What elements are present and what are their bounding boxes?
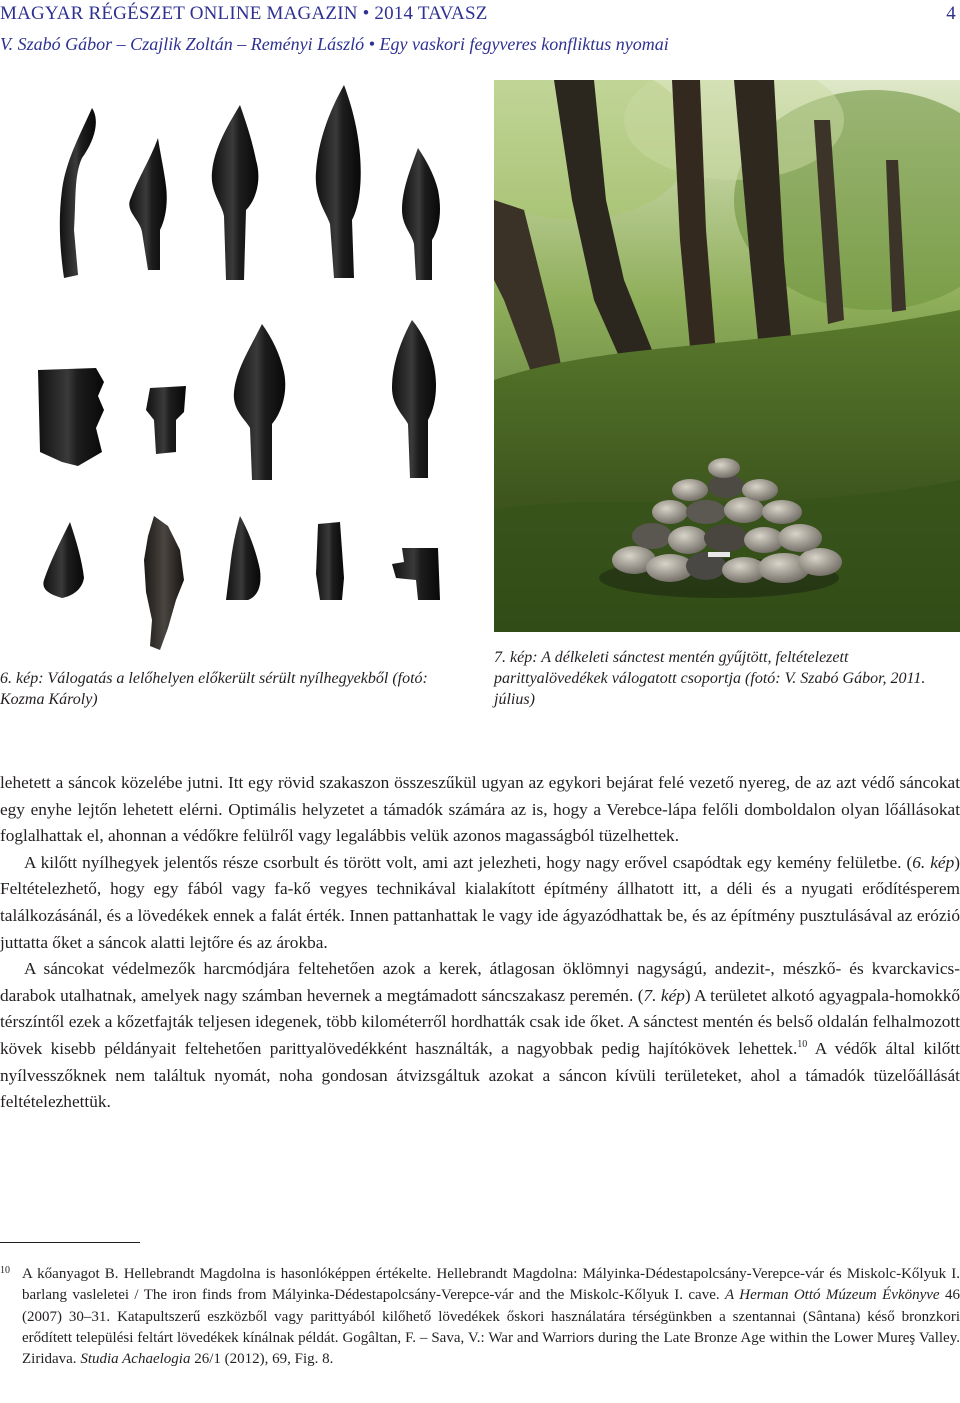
magazine-title: MAGYAR RÉGÉSZET ONLINE MAGAZIN • 2014 TAVASZ bbox=[0, 3, 488, 24]
page-number: 4 bbox=[946, 3, 956, 24]
article-body bbox=[0, 770, 960, 1116]
arrowhead-2 bbox=[129, 138, 166, 270]
paragraph-1: lehetett a sáncok közelébe jutni. Itt egy rövid szakaszon összeszűkül ugyan az egykori bejárat felé vezető nyereg, de az azt védő sáncokat egy enyhe lejtőn lehetett elérni. Optimális helyzetet a támadók számára az is, hogy a Verebce-lápa felőli domboldalon olyan lőállásokat foglalhattak el, ahonnan a védőkre felülről vagy legalábbis velük azonos magasságból tüzelhettek. bbox=[0, 773, 960, 846]
arrowhead-7 bbox=[146, 386, 186, 454]
arrowheads-illustration bbox=[0, 80, 462, 652]
figure-7-reference[interactable]: 7. kép bbox=[643, 985, 685, 1005]
scale-bar bbox=[708, 552, 730, 557]
arrowhead-11 bbox=[144, 516, 184, 650]
arrowhead-9 bbox=[392, 320, 436, 478]
footnote-text: A kőanyagot B. Hellebrandt Magdolna is hasonlóképpen értékelte. Hellebrandt Magdolna: Mályinka-Dédestapolcsány-Verepce-vár és Miskolc-Kőlyuk I. barlang vasleletei / The iron finds from Mályinka-Dédestapolcsány-Verepce-vár and the Miskolc-Kőlyuk I. cave. A Herman Ottó Múzeum Évkönyve 46 (2007) 30–31. Katapultszerű eszközből vagy parittyából kilőhető lövedékek őskori használatára térségünkben a szentannai (Sântana) késő bronzkori erődített települési feltárt lövedékek kínálnak példát. Gogâltan, F. – Sava, V.: War and Warriors during the Late Bronze Age within the Lower Mureş Valley. Ziridava. Studia Achaelogia 26/1 (2012), 69, Fig. 8. bbox=[22, 1266, 960, 1368]
arrowhead-3 bbox=[212, 105, 259, 280]
paragraph-3: A sáncokat védelmezők harcmódjára feltehetően azok a kerek, átlagosan öklömnyi nagyságú, andezit-, mészkő- és kvarckavics-darabok utalhatnak, amelyek nagy számban hevernek a megtámadott sáncszakasz peremén. (7. kép) A területet alkotó agyagpala-homokkő térszíntől ezek a kőzetfajták teljesen idegenek, több kilométerről hordhatták csak ide őket. A sánctest mentén és belső oldalán felhalmozott kövek kisebb példányait feltehetően parittyalövedékként használták, a nagyobbak pedig hajítókövek lehettek.$^{10}$ A védők által kilőtt nyílvesszőknek nem találtuk nyomát, noha gondosan átvizsgáltuk azokat a sáncon kívüli területeket, ahol a támadók tüzelőállását feltételezhettük. bbox=[0, 959, 960, 1112]
figure-6-caption: 6. kép: Válogatás a lelőhelyen előkerült sérült nyílhegyekből (fotó: Kozma Károly) bbox=[0, 670, 428, 708]
paragraph-2: A kilőtt nyílhegyek jelentős része csorbult és törött volt, ami azt jelezheti, hogy nagy erővel csapódtak egy kemény felületbe. (6. kép) Feltételezhető, hogy egy fából vagy fa-kő vegyes technikával kialakított építmény állhatott itt, a déli és a nyugati erődítésperem találkozásánál, és a lövedékek ennek a falát érték. Innen pattanhattak le vagy ide ágyazódhattak be, és az építmény pusztulásával az erózió juttatta őket a sáncok alatti lejtőre és az árokba. bbox=[0, 852, 960, 952]
arrowheads-photo bbox=[0, 80, 462, 652]
arrowhead-10 bbox=[43, 522, 84, 598]
arrowhead-12 bbox=[226, 516, 261, 600]
forest-illustration bbox=[494, 80, 960, 632]
arrowhead-14 bbox=[392, 548, 440, 600]
running-header bbox=[0, 2, 960, 26]
figure-6-reference[interactable]: 6. kép bbox=[912, 852, 955, 872]
arrowhead-4 bbox=[316, 85, 361, 278]
footnote-number: 10 bbox=[0, 1265, 10, 1276]
journal-title: A Herman Ottó Múzeum Évkönyve bbox=[725, 1287, 940, 1304]
journal-title-2: Studia Achaelogia bbox=[80, 1351, 191, 1368]
figure-7-caption: 7. kép: A délkeleti sánctest mentén gyűjtött, feltételezett parittyalövedékek válogatott csoportja (fotó: V. Szabó Gábor, 2011. július) bbox=[494, 649, 926, 708]
arrowhead-1 bbox=[60, 108, 96, 278]
arrowhead-8 bbox=[234, 324, 285, 480]
forest-stones-photo bbox=[494, 80, 960, 632]
footnote-divider bbox=[0, 1242, 140, 1243]
article-header: V. Szabó Gábor – Czajlik Zoltán – Reményi László • Egy vaskori fegyveres konfliktus nyomai bbox=[0, 34, 669, 54]
arrowhead-13 bbox=[316, 522, 344, 600]
footnote-10 bbox=[0, 1264, 960, 1370]
arrowhead-5 bbox=[402, 148, 440, 280]
arrowhead-6 bbox=[38, 368, 104, 466]
footnote-reference[interactable]: 10 bbox=[797, 1039, 808, 1051]
